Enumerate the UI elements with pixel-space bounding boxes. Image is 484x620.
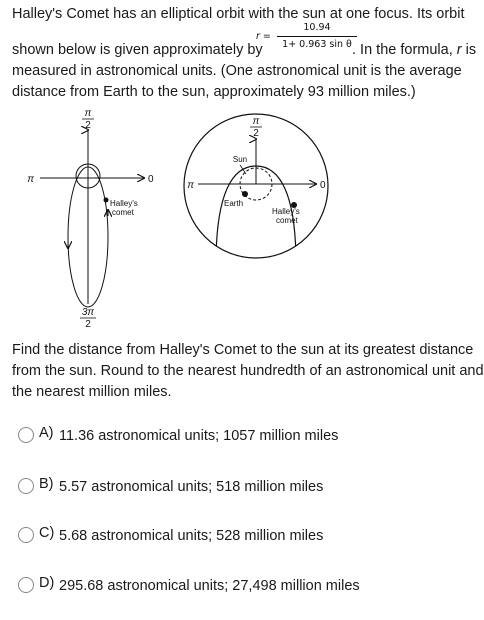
orbit-formula xyxy=(256,22,356,56)
formula-lhs: r = xyxy=(256,31,271,42)
choice-a-text: 11.36 astronomical units; 1057 million miles xyxy=(59,428,339,444)
left-pi-label: π xyxy=(27,174,34,185)
question-line-2-start: shown below is given approximately by xyxy=(12,42,263,58)
left-bottom-label-den: 2 xyxy=(85,319,91,330)
choice-d-text: 295.68 astronomical units; 27,498 million miles xyxy=(59,578,360,594)
right-comet-label-1: Halley's xyxy=(272,207,300,216)
prompt-line-3: the nearest million miles. xyxy=(12,384,172,400)
right-comet-label-2: comet xyxy=(276,216,298,225)
right-zero-label: 0 xyxy=(320,180,326,191)
earth-label: Earth xyxy=(224,199,244,208)
sun-label: Sun xyxy=(232,155,248,164)
choice-b-radio[interactable] xyxy=(18,478,34,494)
formula-suffix: . In the formula, xyxy=(352,42,453,58)
left-comet-label-1: Halley's xyxy=(110,199,138,208)
left-zero-label: 0 xyxy=(148,174,154,185)
choice-a-letter: A) xyxy=(39,425,54,441)
formula-denominator: 1+ 0.963 sin θ xyxy=(282,39,352,50)
variable-r: r xyxy=(456,42,462,58)
left-top-label-den: 2 xyxy=(85,120,91,131)
choice-d-letter: D) xyxy=(39,575,55,591)
choice-d-radio[interactable] xyxy=(18,577,34,593)
question-line-3: measured in astronomical units. (One astronomical unit is the average xyxy=(12,63,462,79)
choice-b-text: 5.57 astronomical units; 518 million miles xyxy=(59,479,324,495)
choice-b-letter: B) xyxy=(39,476,54,492)
right-top-label-num: π xyxy=(252,116,260,127)
formula-fraction-bar xyxy=(277,36,357,37)
left-comet-dot xyxy=(104,198,109,203)
left-comet-label-2: comet xyxy=(112,208,134,217)
right-pi-label: π xyxy=(187,180,194,191)
choice-c-letter: C) xyxy=(39,525,55,541)
choice-a-radio[interactable] xyxy=(18,427,34,443)
earth-dot xyxy=(242,191,248,197)
choice-c-text: 5.68 astronomical units; 528 million miles xyxy=(59,528,324,544)
left-bottom-label-num: 3π xyxy=(81,307,95,318)
question-line-2-end xyxy=(352,40,476,61)
formula-numerator: 10.94 xyxy=(303,22,331,33)
left-top-label-num: π xyxy=(84,108,92,119)
question-line-1: Halley's Comet has an elliptical orbit with the sun at one focus. Its orbit xyxy=(12,6,465,22)
prompt-line-1: Find the distance from Halley's Comet to the sun at its greatest distance xyxy=(12,342,474,358)
right-top-label-den: 2 xyxy=(253,128,259,139)
prompt-line-2: from the sun. Round to the nearest hundredth of an astronomical unit and xyxy=(12,363,484,379)
orbit-sketch-left xyxy=(0,104,180,344)
choice-c-radio[interactable] xyxy=(18,527,34,543)
question-line-4: distance from Earth to the sun, approximately 93 million miles.) xyxy=(12,84,416,100)
orbit-sketch-right xyxy=(172,104,348,264)
question-line-2-tail: is xyxy=(461,42,477,58)
